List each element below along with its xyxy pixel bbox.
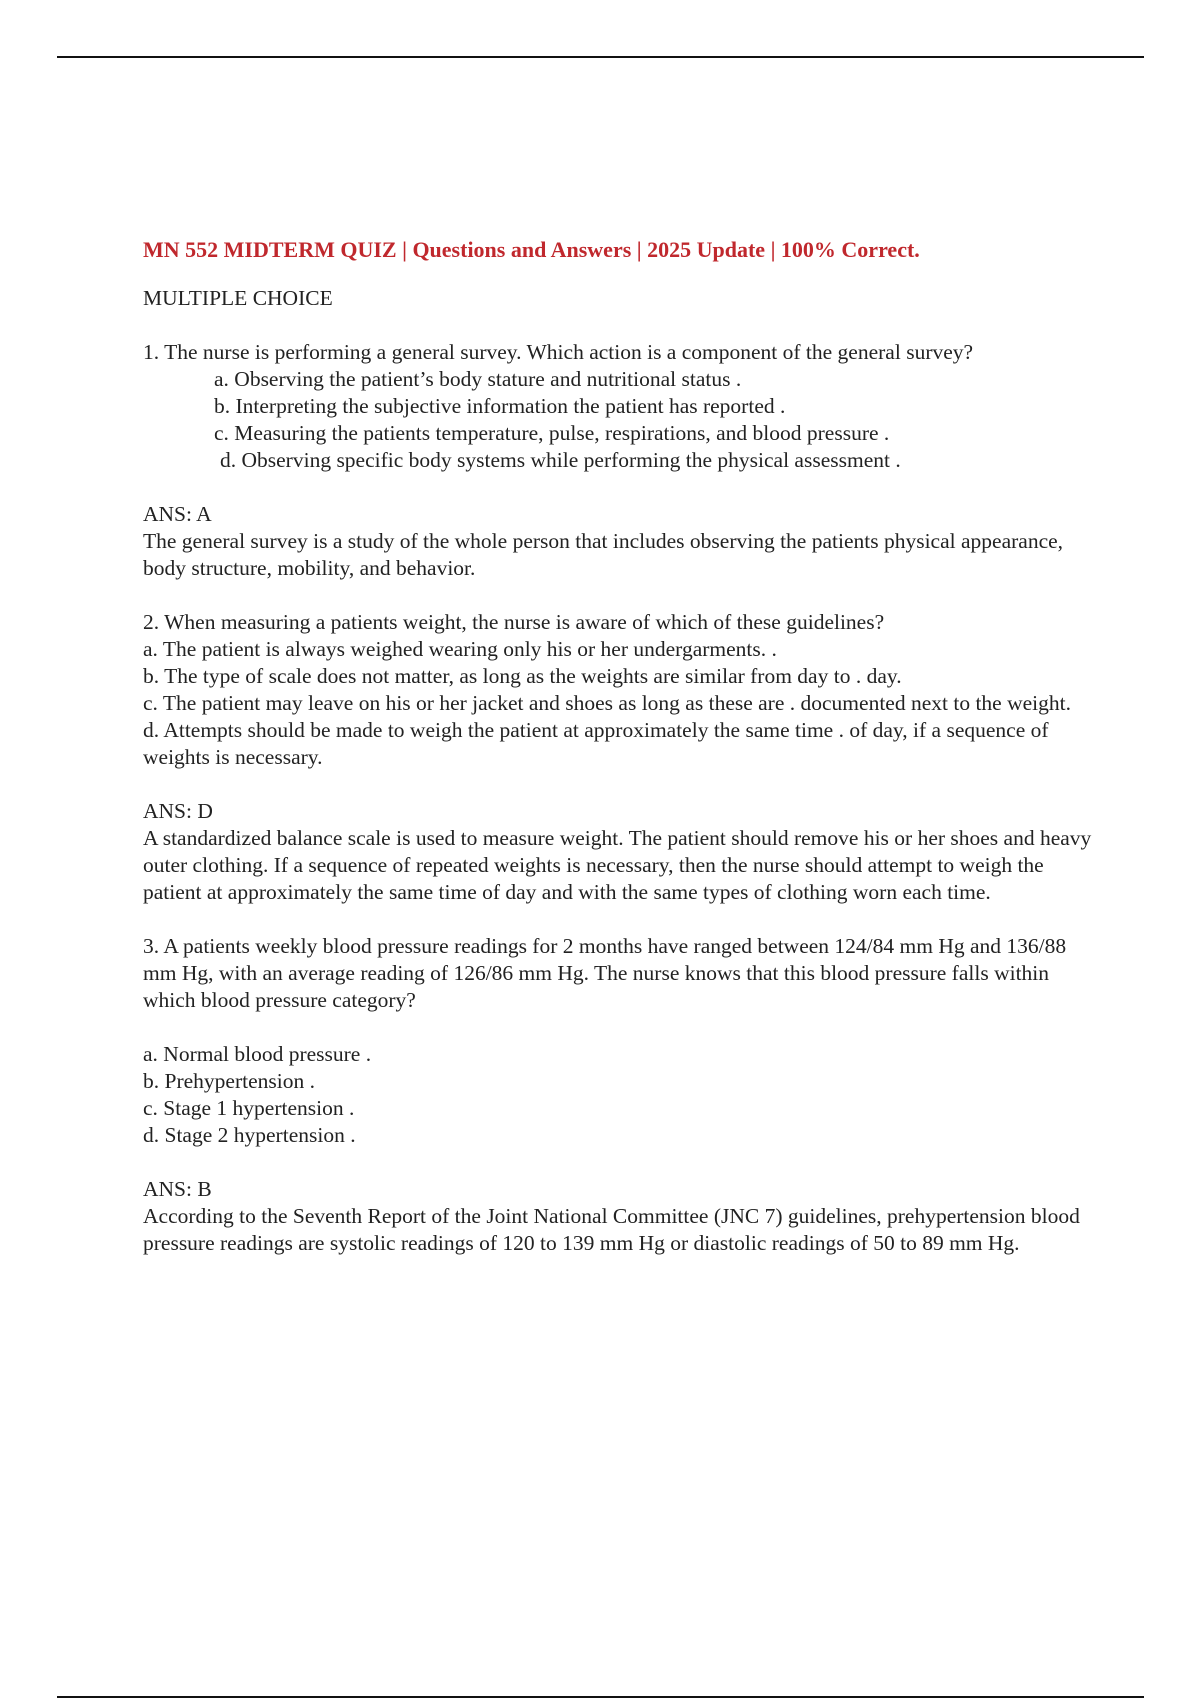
question-3-option-c: c. Stage 1 hypertension . [143, 1096, 355, 1120]
question-3-answer: ANS: B [143, 1177, 212, 1201]
question-3-options [143, 1041, 1103, 1149]
question-2-option-d: d. Attempts should be made to weigh the patient at approximately the same time . of day, if a sequence of weights is necessary. [143, 718, 1049, 769]
question-3-option-a: a. Normal blood pressure . [143, 1042, 372, 1066]
question-3-stem: 3. A patients weekly blood pressure readings for 2 months have ranged between 124/84 mm Hg and 136/88 mm Hg, with an average reading of 126/86 mm Hg. The nurse knows that this blood pressure falls within which blood pressure category? [143, 934, 1067, 1012]
question-3 [143, 933, 1103, 1257]
question-1-rationale: The general survey is a study of the whole person that includes observing the patients physical appearance, body structure, mobility, and behavior. [143, 529, 1064, 580]
question-2-options [143, 636, 1103, 771]
question-3-rationale: According to the Seventh Report of the Joint National Committee (JNC 7) guidelines, prehypertension blood pressure readings are systolic readings of 120 to 139 mm Hg or diastolic readings of 50 to 89 mm Hg. [143, 1204, 1080, 1255]
question-2-rationale: A standardized balance scale is used to measure weight. The patient should remove his or her shoes and heavy outer clothing. If a sequence of repeated weights is necessary, then the nurse should attempt to weigh the patient at approximately the same time of day and with the same types of clothing worn each time. [143, 826, 1092, 904]
question-2-option-a: a. The patient is always weighed wearing only his or her undergarments. . [143, 637, 777, 661]
document-body [143, 236, 1103, 1257]
question-3-option-b: b. Prehypertension . [143, 1069, 315, 1093]
question-1 [143, 339, 1103, 582]
question-1-option-d: d. Observing specific body systems while performing the physical assessment . [220, 448, 901, 472]
top-rule [57, 56, 1144, 58]
section-label: MULTIPLE CHOICE [143, 286, 333, 310]
bottom-rule [57, 1696, 1144, 1698]
question-1-options [143, 366, 1103, 474]
question-2-stem: 2. When measuring a patients weight, the nurse is aware of which of these guidelines? [143, 610, 885, 634]
question-3-option-d: d. Stage 2 hypertension . [143, 1123, 356, 1147]
question-1-option-b: b. Interpreting the subjective information the patient has reported . [214, 394, 786, 418]
question-2-option-c: c. The patient may leave on his or her jacket and shoes as long as these are . documented next to the weight. [143, 691, 1071, 715]
question-1-option-c: c. Measuring the patients temperature, pulse, respirations, and blood pressure . [214, 421, 890, 445]
document-title: MN 552 MIDTERM QUIZ | Questions and Answers | 2025 Update | 100% Correct. [143, 237, 920, 262]
question-1-option-a: a. Observing the patient’s body stature and nutritional status . [214, 367, 742, 391]
question-2 [143, 609, 1103, 906]
question-2-answer: ANS: D [143, 799, 213, 823]
question-1-answer: ANS: A [143, 502, 212, 526]
question-1-stem: 1. The nurse is performing a general survey. Which action is a component of the general survey? [143, 340, 974, 364]
question-2-option-b: b. The type of scale does not matter, as long as the weights are similar from day to . day. [143, 664, 902, 688]
